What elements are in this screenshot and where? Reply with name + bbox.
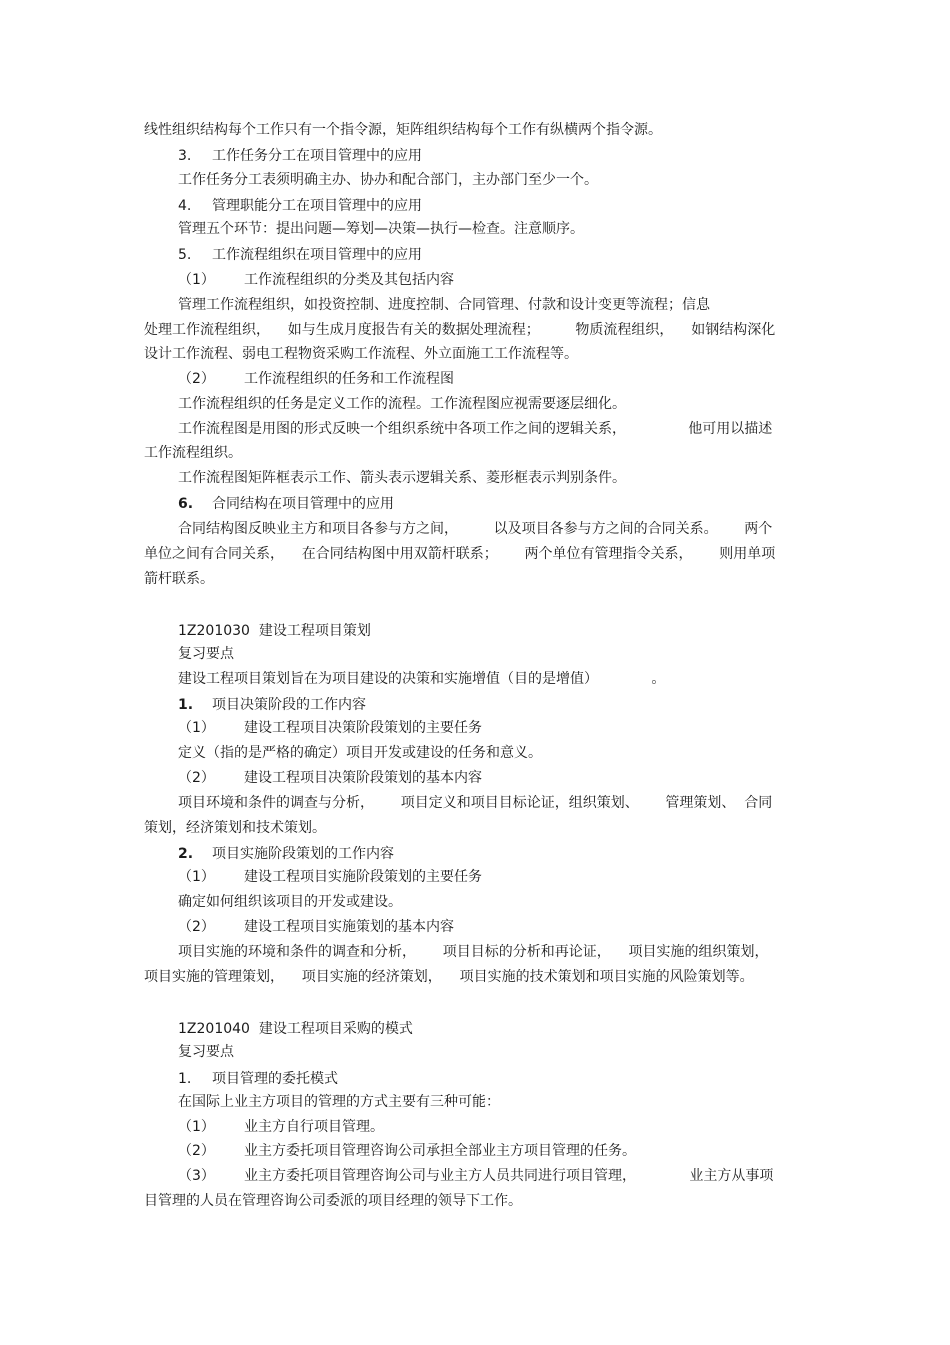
section-number: 4. xyxy=(178,198,192,214)
section-number: 5. xyxy=(178,247,192,263)
subsection-number: （1） xyxy=(178,720,215,736)
subsection-number: （2） xyxy=(178,770,215,786)
paragraph-line: 合同结构图反映业主方和项目各参与方之间， 以及项目各参与方之间的合同关系。 两个 xyxy=(178,521,773,537)
section-heading-6 xyxy=(178,495,394,513)
subsection-heading xyxy=(178,868,482,886)
section-number: 1. xyxy=(178,1071,192,1087)
chapter-heading xyxy=(178,622,371,640)
paragraph-line: 处理工作流程组织， 如与生成月度报告有关的数据处理流程； 物质流程组织， 如钢结构深化 xyxy=(144,322,776,338)
subsection-title: 建设工程项目实施阶段策划的主要任务 xyxy=(244,869,482,885)
subsection-heading xyxy=(178,918,454,936)
paragraph-line: 项目环境和条件的调查与分析， 项目定义和项目目标论证，组织策划、 管理策划、 合同 xyxy=(178,795,773,811)
paragraph-line: 目管理的人员在管理咨询公司委派的项目经理的领导下工作。 xyxy=(144,1193,522,1209)
section-number: 1. xyxy=(178,697,194,713)
section-title: 合同结构在项目管理中的应用 xyxy=(212,496,394,512)
subsection-title: 建设工程项目决策阶段策划的主要任务 xyxy=(244,720,482,736)
section-title: 管理职能分工在项目管理中的应用 xyxy=(212,198,422,214)
chapter-title: 建设工程项目采购的模式 xyxy=(258,1021,413,1037)
list-text: 业主方自行项目管理。 xyxy=(244,1119,384,1135)
section-title: 工作任务分工在项目管理中的应用 xyxy=(212,148,422,164)
section-heading-1 xyxy=(178,1070,338,1088)
section-number: 2. xyxy=(178,846,194,862)
subsection-title: 工作流程组织的任务和工作流程图 xyxy=(244,371,454,387)
subsection-title: 建设工程项目决策阶段策划的基本内容 xyxy=(244,770,482,786)
paragraph-line: 工作流程图矩阵框表示工作、箭头表示逻辑关系、菱形框表示判别条件。 xyxy=(178,470,626,486)
paragraph-line: 项目实施的环境和条件的调查和分析， 项目目标的分析和再论证， 项目实施的组织策划， xyxy=(178,944,769,960)
list-text: 业主方委托项目管理咨询公司承担全部业主方项目管理的任务。 xyxy=(244,1143,636,1159)
chapter-code: 1Z201040 xyxy=(178,1021,250,1037)
subsection-heading xyxy=(178,370,454,388)
list-number: （2） xyxy=(178,1143,215,1159)
section-heading-3 xyxy=(178,147,422,165)
chapter-title: 建设工程项目策划 xyxy=(258,623,371,639)
paragraph-line: 策划，经济策划和技术策划。 xyxy=(144,820,326,836)
subsection-number: （2） xyxy=(178,919,215,935)
subsection-number: （1） xyxy=(178,869,215,885)
paragraph-line: 在国际上业主方项目的管理的方式主要有三种可能： xyxy=(178,1094,500,1110)
section-title: 工作流程组织在项目管理中的应用 xyxy=(212,247,422,263)
paragraph-line: 管理工作流程组织，如投资控制、进度控制、合同管理、付款和设计变更等流程；信息 xyxy=(178,297,710,313)
paragraph-line: 建设工程项目策划旨在为项目建设的决策和实施增值（目的是增值） 。 xyxy=(178,671,666,687)
section-title: 项目管理的委托模式 xyxy=(212,1071,338,1087)
paragraph-line: 设计工作流程、弱电工程物资采购工作流程、外立面施工工作流程等。 xyxy=(144,346,578,362)
subsection-heading xyxy=(178,719,482,737)
paragraph-line: 线性组织结构每个工作只有一个指令源，矩阵组织结构每个工作有纵横两个指令源。 xyxy=(144,122,662,138)
paragraph-line: 确定如何组织该项目的开发或建设。 xyxy=(178,894,402,910)
list-item xyxy=(178,1142,636,1160)
list-item xyxy=(178,1118,384,1136)
paragraph-line: 单位之间有合同关系， 在合同结构图中用双箭杆联系； 两个单位有管理指令关系， 则用单项 xyxy=(144,546,776,562)
list-number: （1） xyxy=(178,1119,215,1135)
chapter-heading xyxy=(178,1020,413,1038)
subsection-number: （1） xyxy=(178,272,215,288)
subsection-title: 建设工程项目实施策划的基本内容 xyxy=(244,919,454,935)
subsection-heading xyxy=(178,271,454,289)
section-title: 项目实施阶段策划的工作内容 xyxy=(212,846,394,862)
paragraph-line: 工作任务分工表须明确主办、协办和配合部门，主办部门至少一个。 xyxy=(178,172,598,188)
paragraph-line: 工作流程图是用图的形式反映一个组织系统中各项工作之间的逻辑关系， 他可用以描述 xyxy=(178,421,773,437)
section-heading-2 xyxy=(178,845,394,863)
chapter-code: 1Z201030 xyxy=(178,623,250,639)
paragraph-line: 定义（指的是严格的确定）项目开发或建设的任务和意义。 xyxy=(178,745,542,761)
subsection-title: 工作流程组织的分类及其包括内容 xyxy=(244,272,454,288)
paragraph-line: 箭杆联系。 xyxy=(144,571,214,587)
review-points-label: 复习要点 xyxy=(178,1044,234,1060)
list-text: 业主方委托项目管理咨询公司与业主方人员共同进行项目管理， 业主方从事项 xyxy=(244,1168,774,1184)
section-heading-5 xyxy=(178,246,422,264)
list-item xyxy=(178,1167,773,1185)
section-title: 项目决策阶段的工作内容 xyxy=(212,697,366,713)
section-heading-4 xyxy=(178,197,422,215)
paragraph-line: 工作流程组织。 xyxy=(144,445,242,461)
paragraph-line: 项目实施的管理策划， 项目实施的经济策划， 项目实施的技术策划和项目实施的风险策划等。 xyxy=(144,969,754,985)
paragraph-line: 工作流程组织的任务是定义工作的流程。工作流程图应视需要逐层细化。 xyxy=(178,396,626,412)
paragraph-line: 管理五个环节：提出问题—筹划—决策—执行—检查。注意顺序。 xyxy=(178,221,584,237)
section-number: 6. xyxy=(178,496,194,512)
list-number: （3） xyxy=(178,1168,215,1184)
subsection-heading xyxy=(178,769,482,787)
section-heading-1 xyxy=(178,696,366,714)
review-points-label: 复习要点 xyxy=(178,646,234,662)
subsection-number: （2） xyxy=(178,371,215,387)
section-number: 3. xyxy=(178,148,192,164)
